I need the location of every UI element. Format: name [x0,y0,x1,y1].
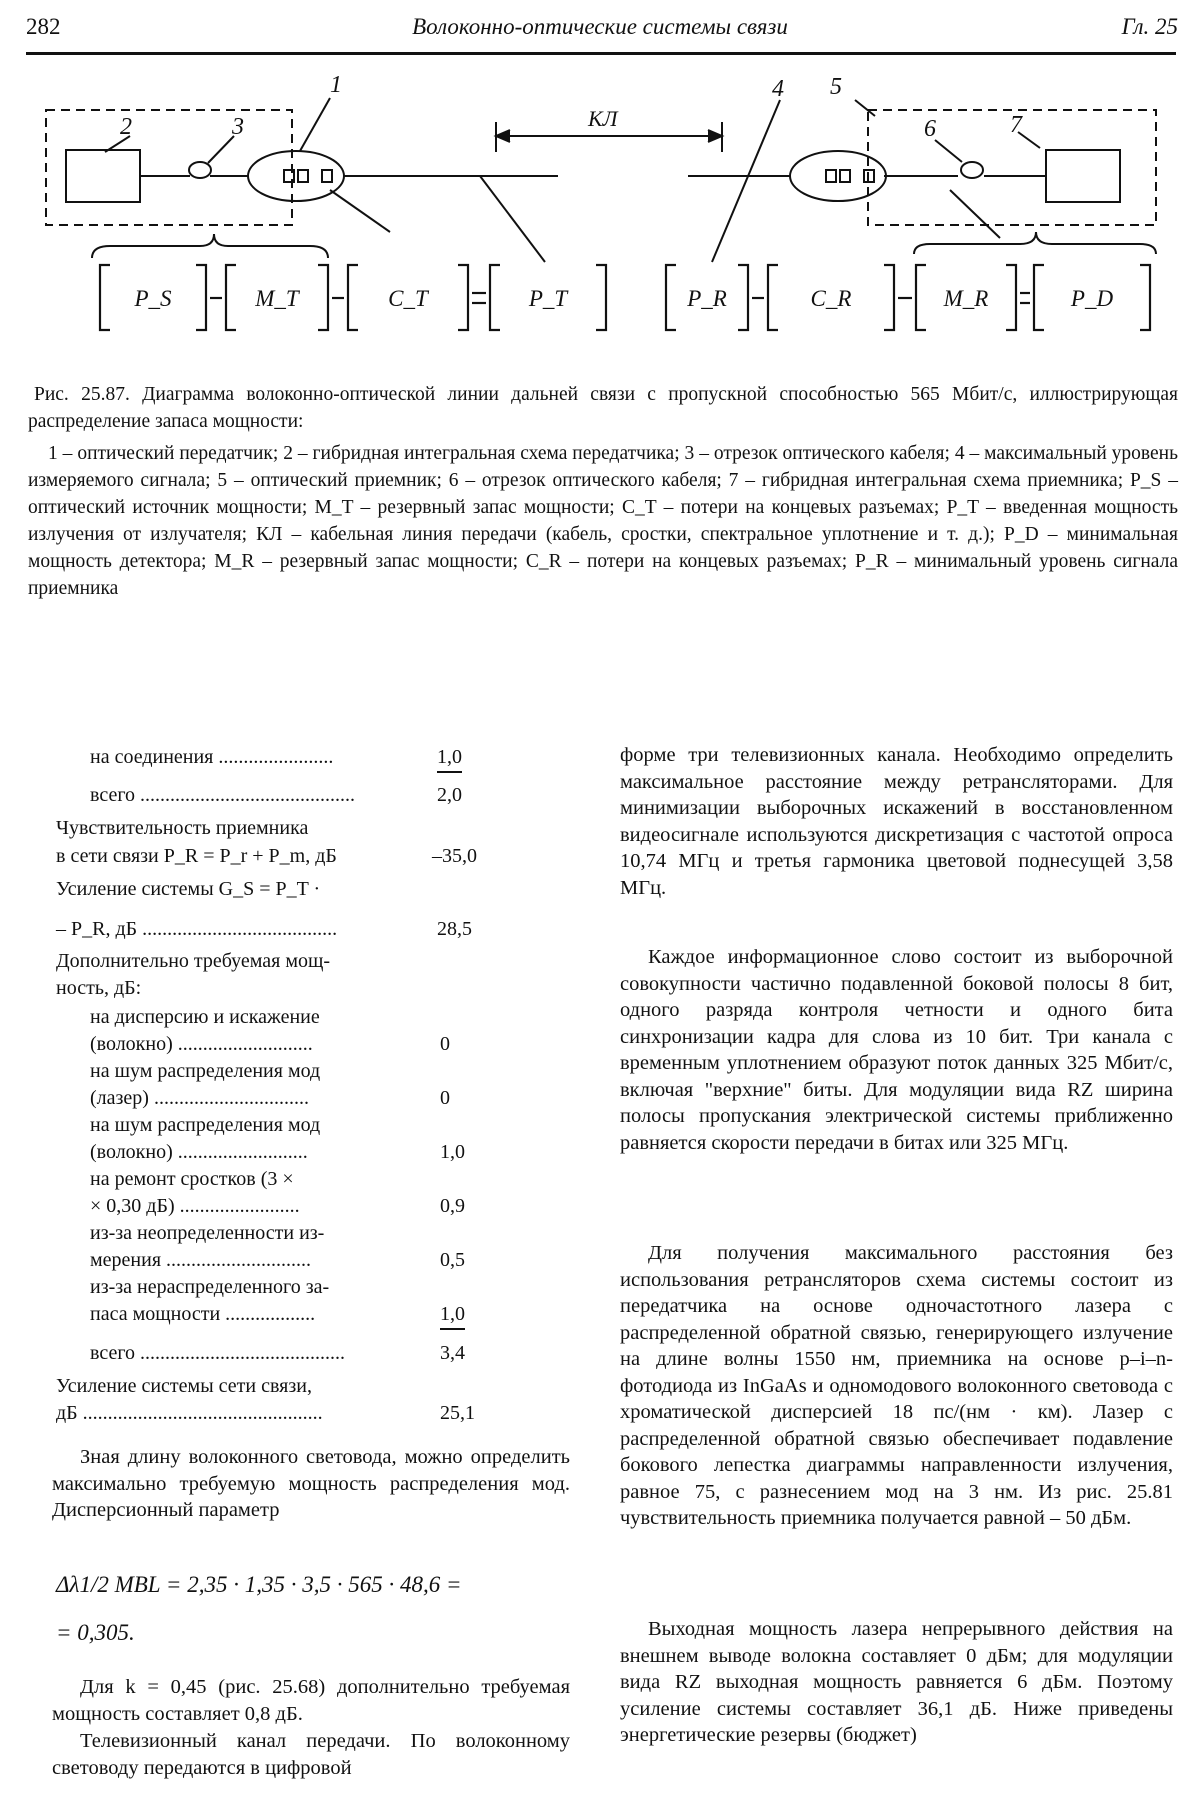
spec-label: Чувствительность приемника [56,815,308,841]
chapter-label: Гл. 25 [1122,14,1178,40]
transmitter-ic-box [66,150,140,202]
spec-value: 2,0 [437,782,462,808]
box-pr: P_R [686,286,727,311]
box-ps: P_S [133,286,172,311]
right-paragraph-3: Для получения максимального расстояния без использования ретрансляторов схема системы состоит из передатчика на основе одночастотного лазера с распределенной обратной связью, генерирующего излучение на длине волны 1550 нм, приемника на основе p–i–n-фотодиода из InGaAs и одномодового волоконного световода с хроматической дисперсией 18 пс/(нм · км). Лазер с распределенной обратной связью обеспечивает подавление бокового лепестка диаграммы направленности излучения, равное 75, с разнесением мод на 3 нм. Из рис. 25.81 чувствительность приемника получается равной – 50 дБм. [620,1240,1173,1532]
left-paragraph-1: Зная длину волоконного световода, можно определить максимально требуемую мощность распределения мод. Дисперсионный параметр [52,1444,570,1524]
spec-label: всего ......................................... [90,1340,345,1366]
spec-label: на шум распределения мод [90,1112,320,1138]
formula-line-1: Δλ1/2 MBL = 2,35 · 1,35 · 3,5 · 565 · 48,6 = [56,1572,461,1598]
spec-value: 1,0 [437,744,462,773]
spec-label: всего ........................................... [90,782,355,808]
spec-label: мерения ............................. [90,1247,311,1273]
callout-5: 5 [830,74,842,100]
running-title: Волоконно-оптические системы связи [0,14,1200,40]
left-paragraph-2: Для k = 0,45 (рис. 25.68) дополнительно требуемая мощность составляет 0,8 дБ. [52,1674,570,1727]
spec-label: на дисперсию и искажение [90,1004,320,1030]
spec-label: в сети связи P_R = P_r + P_m, дБ [56,843,337,869]
box-ct: C_T [388,286,430,311]
left-paragraph-3: Телевизионный канал передачи. По волоконному световоду передаются в цифровой [52,1728,570,1781]
spec-value: 3,4 [440,1340,465,1366]
box-pt: P_T [528,286,570,311]
spec-label: паса мощности .................. [90,1301,315,1327]
spec-label: (лазер) ............................... [90,1085,309,1111]
spec-label: из-за нераспределенного за- [90,1274,329,1300]
box-pd: P_D [1070,286,1114,311]
spec-value: 0 [440,1031,450,1057]
callout-2: 2 [120,114,132,140]
spec-value: 1,0 [440,1139,465,1165]
receiver-ic-box [1046,150,1120,202]
callout-7: 7 [1010,112,1023,138]
spec-label: ность, дБ: [56,975,141,1001]
box-mt: M_T [254,286,301,311]
right-paragraph-4: Выходная мощность лазера непрерывного действия на внешнем выводе волокна составляет 0 дБм; для модуляции вида RZ выходная мощность равняется 6 дБм. Поэтому усиление системы составляет 36,1 дБ. Ниже приведены энергетические резервы (бюджет) [620,1616,1173,1749]
figure-caption-legend: 1 – оптический передатчик; 2 – гибридная интегральная схема передатчика; 3 – отрезок оптического кабеля; 4 – максимальный уровень измеряемого сигнала; 5 – оптический приемник; 6 – отрезок оптического кабеля; 7 – гибридная интегральная схема приемника; P_S – оптический источник мощности; M_T – резервный запас мощности; C_T – потери на концевых разъемах; P_T – введенная мощность излучения от излучателя; КЛ – кабельная линия передачи (кабель, сростки, спектральное уплотнение и т. д.); P_D – минимальная мощность детектора; M_R – резервный запас мощности; C_R – потери на концевых разъемах; P_R – минимальный уровень сигнала приемника [28,440,1178,602]
callout-1: 1 [330,72,342,98]
receiver-connector [790,151,886,201]
transmitter-connector [248,151,344,201]
fiber-link-diagram [0,0,1200,340]
box-cr: C_R [811,286,852,311]
figure-caption-title: Рис. 25.87. Диаграмма волоконно-оптической линии дальней связи с пропускной способностью 565 Мбит/с, иллюстрирующая распределение запаса мощности: [28,381,1178,435]
spec-label: (волокно) ........................... [90,1031,313,1057]
spec-label: дБ ................................................ [56,1400,323,1426]
spec-label: – P_R, дБ ....................................... [56,916,337,942]
transmitter-enclosure [46,110,292,225]
callout-6: 6 [924,116,936,142]
box-mr: M_R [943,286,989,311]
spec-label: на шум распределения мод [90,1058,320,1084]
cable-label: КЛ [587,106,619,131]
spec-label: из-за неопределенности из- [90,1220,324,1246]
right-paragraph-1: форме три телевизионных канала. Необходимо определить максимальное расстояние между ретрансляторами. Для минимизации выборочных искажений в восстановленном видеосигнале используются дискретизация с частотой опроса 10,74 МГц и третья гармоника цветовой поднесущей 3,58 МГц. [620,742,1173,901]
formula-line-2: = 0,305. [56,1620,135,1646]
spec-label: Дополнительно требуемая мощ- [56,948,330,974]
spec-value: 28,5 [437,916,472,942]
spec-value: –35,0 [432,843,477,869]
spec-label: на соединения ....................... [90,744,333,770]
page-number: 282 [26,14,61,40]
spec-value: 0 [440,1085,450,1111]
spec-label: на ремонт сростков (3 × [90,1166,294,1192]
spec-label: Усиление системы сети связи, [56,1373,312,1399]
spec-value: 0,9 [440,1193,465,1219]
right-paragraph-2: Каждое информационное слово состоит из выборочной совокупности частично подавленной боковой полосы 8 бит, одного разряда контроля четности и одного бита синхронизации кадра для слова из 10 бит. Три канала с временным уплотнением образуют поток данных 325 Мбит/с, включая "верхние" биты. Для модуляции вида RZ ширина полосы пропускания электрической системы приближенно равняется скорости передачи в битах или 325 МГц. [620,944,1173,1156]
spec-label: Усиление системы G_S = P_T · [56,876,320,902]
spec-value: 1,0 [440,1301,465,1330]
spec-value: 0,5 [440,1247,465,1273]
callout-4: 4 [772,76,784,102]
spec-label: (волокно) .......................... [90,1139,308,1165]
spec-label: × 0,30 дБ) ........................ [90,1193,300,1219]
callout-3: 3 [231,114,244,140]
spec-value: 25,1 [440,1400,475,1426]
